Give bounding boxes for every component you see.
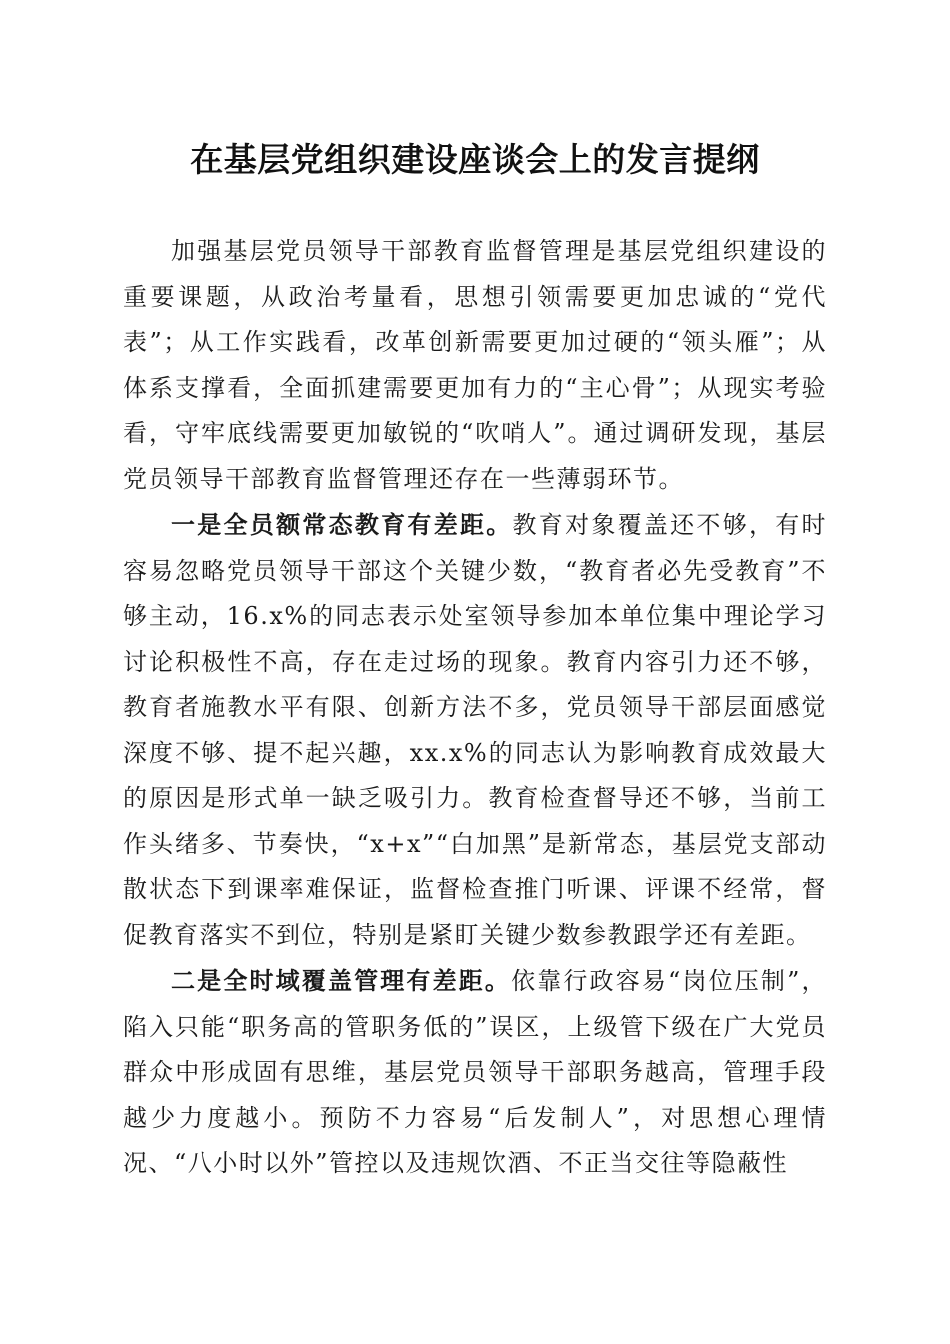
document-title: 在基层党组织建设座谈会上的发言提纲	[190, 140, 760, 179]
paragraph-lead: 一是全员额常态教育有差距。	[171, 510, 513, 539]
document-body	[123, 228, 827, 1187]
paragraph-lead: 二是全时域覆盖管理有差距。	[171, 966, 512, 995]
paragraph-point-two	[123, 958, 827, 1187]
paragraph-point-one	[123, 502, 827, 958]
paragraph-text: 加强基层党员领导干部教育监督管理是基层党组织建设的重要课题，从政治考量看，思想引领需要更加忠诚的“党代表”；从工作实践看，改革创新需要更加过硬的“领头雁”；从体系支撑看，全面抓建需要更加有力的“主心骨”；从现实考验看，守牢底线需要更加敏锐的“吹哨人”。通过调研发现，基层党员领导干部教育监督管理还存在一些薄弱环节。	[123, 237, 827, 493]
paragraph-text: 教育对象覆盖还不够，有时容易忽略党员领导干部这个关键少数，“教育者必先受教育”不够主动，16.x%的同志表示处室领导参加本单位集中理论学习讨论积极性不高，存在走过场的现象。教育内容引力还不够，教育者施教水平有限、创新方法不多，党员领导干部层面感觉深度不够、提不起兴趣，xx.x%的同志认为影响教育成效最大的原因是形式单一缺乏吸引力。教育检查督导还不够，当前工作头绪多、节奏快，“x+x”“白加黑”是新常态，基层党支部动散状态下到课率难保证，监督检查推门听课、评课不经常，督促教育落实不到位，特别是紧盯关键少数参教跟学还有差距。	[123, 511, 828, 949]
paragraph-intro	[123, 228, 827, 502]
paragraph-text: 依靠行政容易“岗位压制”，陷入只能“职务高的管职务低的”误区，上级管下级在广大党员群众中形成固有思维，基层党员领导干部职务越高，管理手段越少力度越小。预防不力容易“后发制人”，对思想心理情况、“八小时以外”管控以及违规饮酒、不正当交往等隐蔽性	[123, 967, 827, 1177]
